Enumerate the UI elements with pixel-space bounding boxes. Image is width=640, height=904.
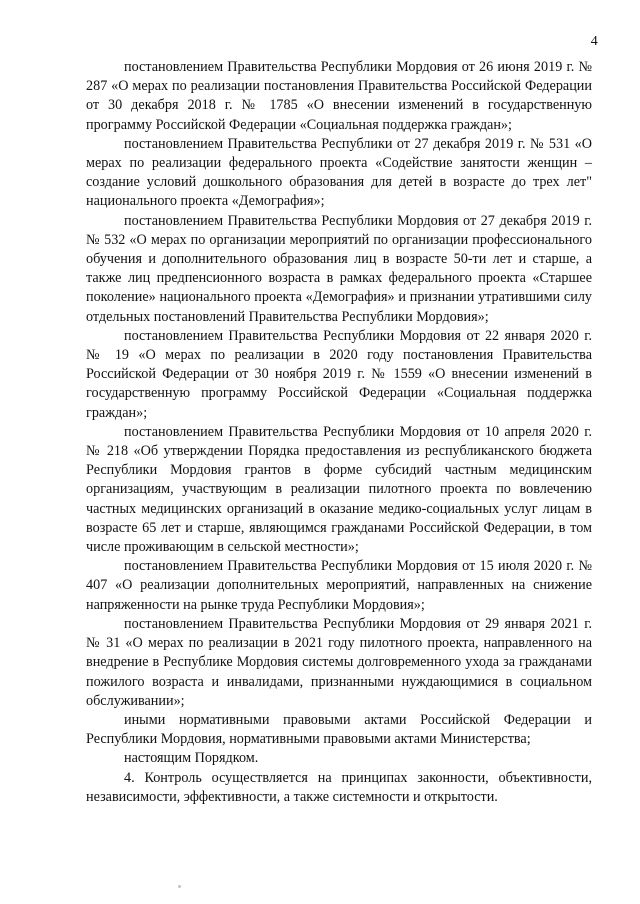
paragraph-decree-531: постановлением Правительства Республики от 27 декабря 2019 г. № 531 «О мерах по реализации федерального проекта «Содействие занятости женщин – создание условий дошкольного образования для детей в возрасте до трех лет" национального проекта «Демография»; (86, 135, 592, 210)
page-number: 4 (590, 34, 598, 49)
paragraph-decree-407: постановлением Правительства Республики Мордовия от 15 июля 2020 г. № 407 «О реализации дополнительных мероприятий, направленных на снижение напряженности на рынке труда Республики Мордовия»; (86, 558, 592, 613)
paragraph-decree-218: постановлением Правительства Республики Мордовия от 10 апреля 2020 г. № 218 «Об утверждении Порядка предоставления из республиканского бюджета Республики Мордовия грантов в форме субсидий частным медицинским организациям, участвующим в реализации пилотного проекта по вовлечению частных медицинских организаций в оказание медико-социальных услуг лицам в возрасте 65 лет и старше, являющимся гражданами Российской Федерации, в том числе проживающим в сельской местности»; (86, 423, 592, 556)
paragraph-decree-532: постановлением Правительства Республики Мордовия от 27 декабря 2019 г. № 532 «О мерах по организации мероприятий по организации профессионального обучения и дополнительного образования лиц в возрасте 50-ти лет и старше, а также лиц предпенсионного возраста в рамках федерального проекта «Старшее поколение» национального проекта «Демография» и признании утратившими силу отдельных постановлений Правительства Республики Мордовия»; (86, 212, 592, 325)
paragraph-decree-287: постановлением Правительства Республики Мордовия от 26 июня 2019 г. № 287 «О мерах по реализации постановления Правительства Российской Федерации от 30 декабря 2018 г. № 1785 «О внесении изменений в государственную программу Российской Федерации «Социальная поддержка граждан»; (86, 59, 592, 133)
paragraph-other-acts: иными нормативными правовыми актами Российской Федерации и Республики Мордовия, нормативными правовыми актами Министерства; (86, 711, 592, 748)
paragraph-this-procedure: настоящим Порядком. (124, 750, 259, 767)
document-body (86, 58, 592, 807)
scan-dot-mark (178, 885, 181, 888)
paragraph-decree-31: постановлением Правительства Республики Мордовия от 29 января 2021 г. № 31 «О мерах по реализации в 2021 году пилотного проекта, направленного на внедрение в Республике Мордовия системы долговременного ухода за гражданами пожилого возраста и инвалидами, признанными нуждающимися в социальном обслуживании»; (86, 615, 592, 709)
paragraph-decree-19: постановлением Правительства Республики Мордовия от 22 января 2020 г. № 19 «О мерах по реализации в 2020 году постановления Правительства Российской Федерации от 30 ноября 2019 г. № 1559 «О внесении изменений в государственную программу Российской Федерации «Социальная поддержка граждан»; (86, 327, 592, 421)
paragraph-control-principles: 4. Контроль осуществляется на принципах законности, объективности, независимости, эффективности, а также системности и открытости. (86, 769, 592, 805)
